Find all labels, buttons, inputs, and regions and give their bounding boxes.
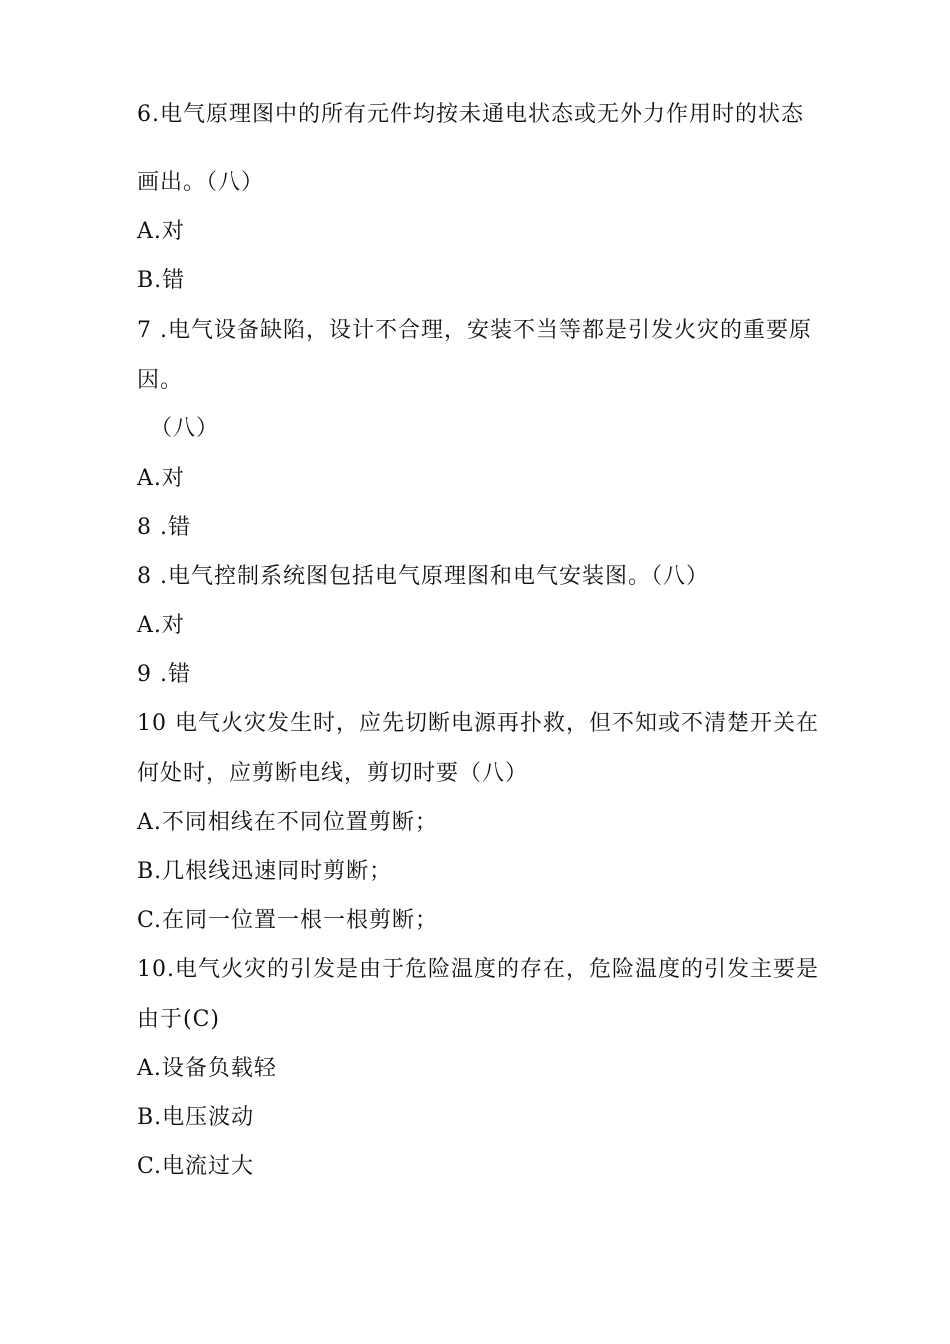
q10-option-b: B.几根线迅速同时剪断； bbox=[137, 859, 393, 884]
q8-option-b: 9 .错 bbox=[137, 662, 191, 687]
q10-text-line1: 10 电气火灾发生时，应先切断电源再扑救，但不知或不清楚开关在 bbox=[137, 711, 819, 736]
q10b-text-line2: 由于(C) bbox=[137, 1007, 220, 1032]
q10b-option-b: B.电压波动 bbox=[137, 1105, 255, 1130]
q6-option-b: B.错 bbox=[137, 268, 186, 293]
q10b-text-line1: 10.电气火灾的引发是由于危险温度的存在，危险温度的引发主要是 bbox=[137, 957, 819, 982]
q6-option-a: A.对 bbox=[137, 219, 185, 244]
q10-text-line2: 何处时，应剪断电线，剪切时要（八） bbox=[137, 761, 529, 786]
q10b-option-c: C.电流过大 bbox=[137, 1154, 255, 1179]
q8-text: 8 .电气控制系统图包括电气原理图和电气安装图。（八） bbox=[137, 564, 709, 589]
q7-text-line1: 7 .电气设备缺陷，设计不合理，安装不当等都是引发火灾的重要原 bbox=[137, 318, 812, 343]
q10-option-c: C.在同一位置一根一根剪断； bbox=[137, 908, 439, 933]
q6-text-line2: 画出。（八） bbox=[137, 170, 265, 195]
q8-option-a: A.对 bbox=[137, 613, 185, 638]
q6-text-line1: 6.电气原理图中的所有元件均按未通电状态或无外力作用时的状态 bbox=[137, 102, 804, 127]
q10-option-a: A.不同相线在不同位置剪断； bbox=[137, 810, 438, 835]
q7-option-a: A.对 bbox=[137, 466, 185, 491]
q7-text-line2: 因。 bbox=[137, 368, 184, 393]
q7-answer: （八） bbox=[150, 416, 220, 441]
q7-option-b: 8 .错 bbox=[137, 515, 191, 540]
q10b-option-a: A.设备负载轻 bbox=[137, 1056, 277, 1081]
